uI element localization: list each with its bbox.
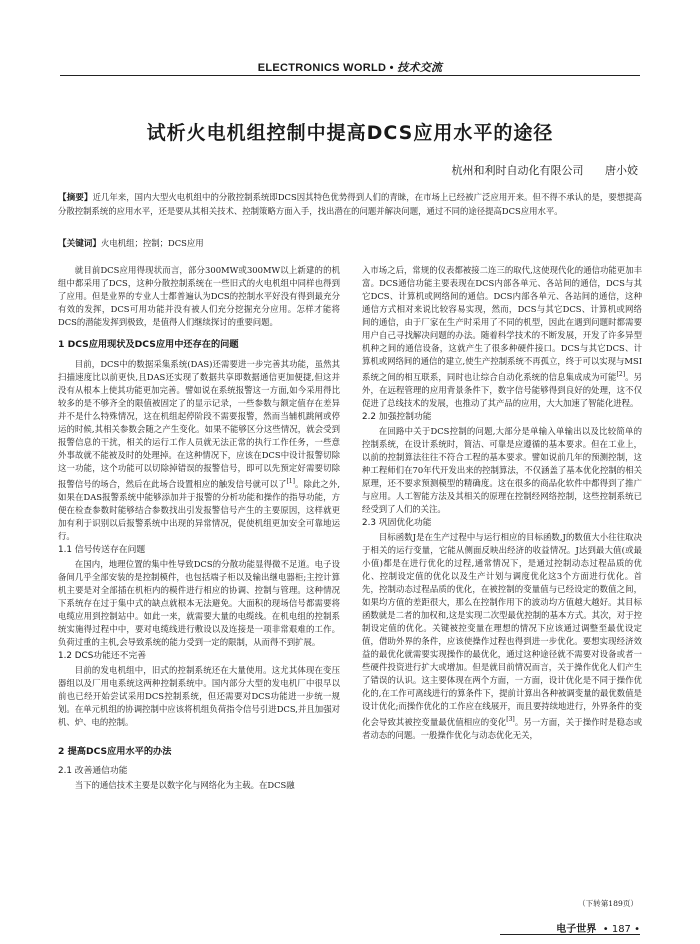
section-2-3-text-end: 。另一方面，关于操作时是稳态或者动态的问题。一般操作优化与动态优化无关， bbox=[362, 716, 642, 740]
section-2-1-text-end: 。另外，在远程管理的应用背景条件下，数字信号能够得到良好的处理，这不仅促进了总线技术的发展，也推动了其产品的应用，大大加速了智能化进程。 bbox=[362, 371, 642, 408]
section-2-3-paragraph bbox=[362, 531, 642, 742]
section-name: 技术交流 bbox=[397, 62, 443, 74]
continuation-note: （下转第189页） bbox=[577, 899, 638, 908]
header-rule bbox=[60, 75, 640, 76]
section-2-2-paragraph: 在回路中关于DCS控制的问题,大部分是单输入单输出以及比较简单的控制系统，在设计系统时，简洁、可靠是应遵循的基本要求。但在工业上，以前的控制算法往往不符合工程的基本要求。譬如说前几年的预测控制，这种工程师们在70年代开发出来的控制算法，不仅涵盖了基本优化控制的相关原理，还不要求预测模型的精确度。这在很多的商品化软件中都得到了推广与应用。人工智能方法及其相关的原理在控制经网络控制，这些控制系统已经受到了人们的关注。 bbox=[362, 425, 642, 514]
journal-name: ELECTRONICS WORLD bbox=[257, 62, 387, 74]
section-1-heading: 1 DCS应用现状及DCS应用中还存在的问题 bbox=[58, 339, 239, 350]
section-1-1-paragraph: 在国内，地理位置的集中性导致DCS的分散功能显得微不足道。电子设备间几乎全部安装的是控制模件，也包括端子柜以及输出继电器柜;主控计算机主要是对全部插在机柜内的模件进行相应的协调、控制与管理。这种情况下系统存在过于集中式的缺点就根本无法避免。大面积的现场信号都需要将电缆应用到控制站中。如此一来，就需要大量的电缆线。在机电组的控制系统实施得过程中中，要对电缆线进行敷设以及连接是一项非常艰难的工作。负荷过重的主机,会导致系统的能力受到一定的限制，从而得不到扩展。 bbox=[58, 558, 340, 647]
section-2-3-text: 目标函数J是在生产过程中与运行相应的目标函数,J的数值大小往往取决于相关的运行变量，它能从侧面反映出经济的收益情况。J达到最大值(或最小值)都是在进行优化的过程,通常情况下，是通过控制动态过程品质的优化、控制设定值的优化以及生产计划与调度优化这3个方面进行优化。首先，控制动态过程品质的优化，在被控制的变量值与已经设定的数值之间，如果均方值的差距很大，那么在控制作用下的波动均方值越大越好。其目标函数就是二者的加权和,这是实现二次型最优控制的基本方式。其次，对于控制设定值的优化。关键被控变量在理想的情况下应该通过调整至最优设定值，借助外界的条件，应该使操作过程也得到进一步优化。要想实现经济效益的最优化就需要实现操作的最优化，通过这种途径就不需要对设备或者一些硬件投资进行扩大或增加。但是就目前情况而言，关于操作优化人们产生了错误的认识。这主要体现在两个方面，一方面，设计优化是不同于操作优化的,在工作可离线进行的算条件下，提前计算出各种被调变量的最优数值是设计优化;而操作优化的工作应在线展开，而且要持续地进行，外界条件的变化会导致其被控变量最优值相应的变化 bbox=[362, 531, 642, 727]
intro-paragraph: 就目前DCS应用得现状而言，部分300MW或300MW以上新建的的机组中都采用了DCS，这种分散控制系统在一些旧式的火电机组中同样也得到了应用。但是业界的专业人士都普遍认为DCS的控制水平好没有得到最充分有效的发挥，DCS可用功能并没有被人们充分挖掘充分应用。怎样才能将DCS的潜能发挥到极致，是值得人们继续探讨的重要问题。 bbox=[58, 265, 340, 327]
section-2-2-heading: 2.2 加强控制功能 bbox=[362, 411, 432, 422]
section-1-text-end: 。除此之外,如果在DAS报警系统中能够添加并于报警的分析功能和操作的指导功能，方便在检查参数时能够结合参数找出引发报警信号产生的主要原因，这样就更加有利于识别以后报警系统中出现的异常情况，促使机组更加安全可靠地运行。 bbox=[58, 478, 340, 541]
author-affiliation: 杭州和利时自动化有限公司 bbox=[451, 164, 584, 177]
article-title: 试析火电机组控制中提高DCS应用水平的途径 bbox=[146, 122, 554, 144]
abstract bbox=[58, 191, 642, 218]
footer-journal: 电子世界 bbox=[556, 924, 597, 935]
page-footer bbox=[556, 920, 640, 935]
citation-3: [3] bbox=[506, 715, 515, 723]
citation-2: [2] bbox=[616, 371, 626, 378]
section-2-1-paragraph: 当下的通信技术主要是以数字化与网络化为主载。在DCS融 bbox=[74, 779, 295, 790]
bullet-separator: • bbox=[389, 62, 398, 74]
section-2-3-heading: 2.3 巩固优化功能 bbox=[362, 517, 432, 528]
keywords-label: 【关键词】 bbox=[58, 239, 101, 249]
section-1-paragraph bbox=[58, 358, 340, 543]
section-1-text: 目前，DCS中的数据采集系统(DAS)还需要进一步完善其功能，虽然其扫描速度比以前更快,且DAS还实现了数据共享即数据通信更加便捷,但这并没有从根本上使其功能更加完善。譬如说在系统报警这一方面,如今采用得比较多的是不够齐全的限值被固定了的显示记录，一些参数与额定值存在差异并不是什么特殊情况，这在机组起停阶段不需要报警，然而当辅机跳闸或停运的时候,其相关参数会随之产生变化。如果不能够区分这些情况，就会受到报警信息的干扰，相关的运行工作人员就无法正常的执行工作任务，一些意外事故就不能被及时的处理掉。在这种情况下，应该在DCS中设计报警切除这一功能，这个功能可以切除掉错误的报警信号，即可以先预定好需要切除报警信号的场合，然后在此场合设置相应的触发信号就可以了 bbox=[58, 359, 340, 489]
section-2-1-heading: 2.1 改善通信功能 bbox=[58, 765, 128, 776]
author-name: 唐小姣 bbox=[605, 164, 638, 177]
section-2-1-continued bbox=[362, 264, 642, 410]
footer-rule bbox=[500, 934, 640, 935]
running-head bbox=[0, 59, 700, 75]
keywords-text: 火电机组；控制；DCS应用 bbox=[100, 238, 204, 248]
abstract-label: 【摘要】 bbox=[58, 193, 93, 203]
abstract-text: 近几年来，国内大型火电机组中的分散控制系统即DCS因其特色优势得到人们的青睐，在市场上已经被广泛应用开来。但不得不承认的是，要想提高分散控制系统的应用水平，还是要从其相关技术、控制策略方面入手，找出潜在的问题并解决问题，通过不同的途径提高DCS应用水平。 bbox=[58, 192, 642, 216]
section-2-1-text: 入市场之后，常规的仪表都被接二连三的取代,这使现代化的通信功能更加丰富。DCS通信功能主要表现在DCS内部各单元、各站间的通信，DCS与其它DCS、计算机或网络间的通信。DCS内部各单元、各站间的通信，这种通信方式相对来说比较容易实现，然而，DCS与其它DCS、计算机或网络间的通信，由于厂家在生产时采用了不同的机型，因此在遇到问题时都需要用户自己寻找解决问题的办法。随着科学技术的不断发展，开发了许多异型机种之间的通信设备，这就产生了很多种硬件接口。DCS与其它DCS、计算机或网络间的通信的建立,使生产控制系统不再孤立，终于可以实现与MSI系统之间的相互联系，同时也让综合自动化系统的信息集成成为可能 bbox=[362, 265, 642, 382]
citation-1: [1] bbox=[286, 478, 295, 485]
page-number: • 187 • bbox=[602, 924, 640, 935]
keywords bbox=[58, 237, 642, 249]
section-2-heading: 2 提高DCS应用水平的办法 bbox=[58, 745, 172, 757]
section-1-2-paragraph: 目前的发电机组中，旧式的控制系统还在大量使用。这尤其体现在变压器组以及厂用电系统这两种控制系统中。国内部分大型的发电机厂中很早以前也已经开始尝试采用DCS控制系统，但还需要对DCS功能进一步统一规划。在单元机组的协调控制中应该将机组负荷指令信号引进DCS,并且加强对机、炉、电的控制。 bbox=[58, 664, 340, 727]
right-column bbox=[362, 264, 642, 742]
author-line bbox=[452, 162, 639, 178]
section-1-1-heading: 1.1 信号传送存在问题 bbox=[58, 544, 146, 555]
section-1-2-heading: 1.2 DCS功能还不完善 bbox=[58, 650, 147, 661]
left-column bbox=[58, 264, 340, 792]
